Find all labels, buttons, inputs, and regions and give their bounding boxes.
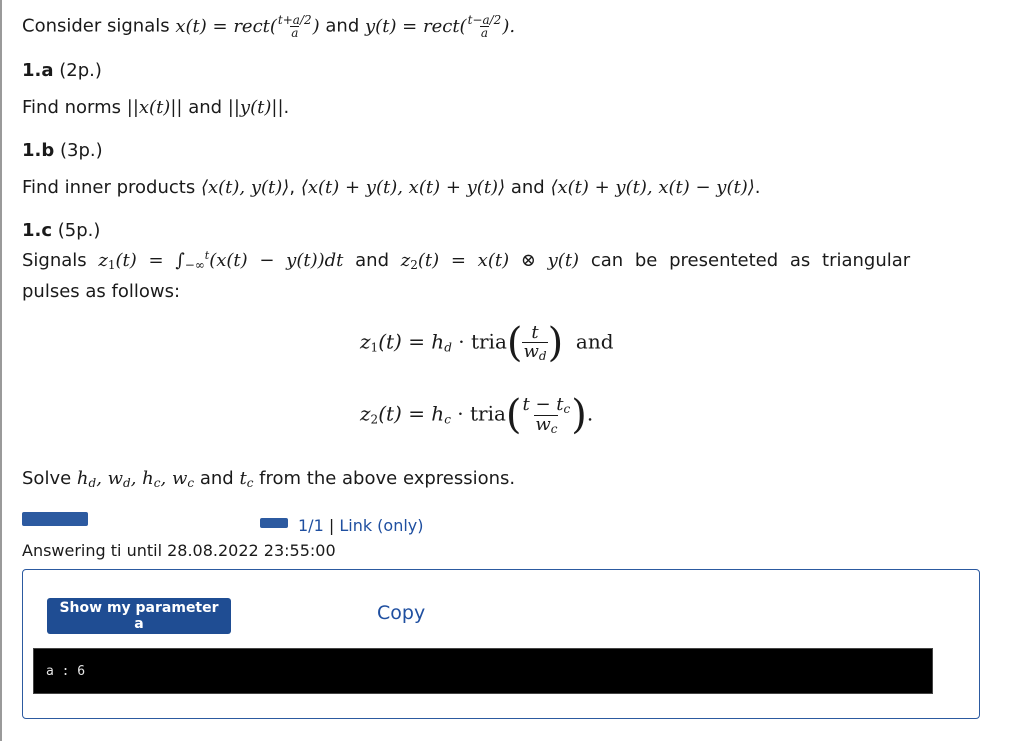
redacted-bar <box>22 512 88 526</box>
equation-z2: $z_2(t) = h_c$ · tria( $\frac{t - t_c}{w_c}$ ). <box>360 392 594 438</box>
page-count: 1/1 <box>298 516 324 535</box>
left-border <box>0 0 2 741</box>
redacted-bar-small <box>260 518 288 528</box>
show-parameter-button[interactable]: Show my parameter a <box>47 598 231 634</box>
question-1b-heading: 1.b (3p.) <box>22 140 103 161</box>
link-row: 1/1 | Link (only) <box>298 516 424 535</box>
question-1c-heading: 1.c (5p.) <box>22 220 101 241</box>
answering-deadline: Answering ti until 28.08.2022 23:55:00 <box>22 541 336 560</box>
question-1a-text: Find norms ||x(t)|| and ||y(t)||. <box>22 97 290 118</box>
question-1c-text: Signals $z_1(t) = \int_{-\infty}^t(x(t) - y(t))dt$ and $z_2(t) = x(t)$ ⊗ y(t) can be presenteted as triangular <box>22 249 911 272</box>
parameter-panel <box>22 569 980 719</box>
intro-line: Consider signals x(t) = rect( $\frac{t+a/2}{a}$ ) and y(t) = rect( $\frac{t-a/2}{a}$ ). <box>22 13 516 40</box>
link-only[interactable]: Link (only) <box>339 516 424 535</box>
y-definition: y(t) = rect( $\frac{t-a/2}{a}$ ). <box>365 13 516 40</box>
question-1c-text-line2: pulses as follows: <box>22 281 181 302</box>
copy-link[interactable]: Copy <box>377 602 426 624</box>
question-1a-heading: 1.a (2p.) <box>22 60 102 81</box>
equation-z1: $z_1(t) = h_d$ · tria( $\frac{t}{w_d}$ ) and <box>360 320 614 366</box>
parameter-output: a : 6 <box>33 648 933 694</box>
solve-instruction: Solve $h_d$, $w_d$, $h_c$, $w_c$ and $t_c$ from the above expressions. <box>22 468 516 490</box>
question-1b-text: Find inner products ⟨x(t), y(t)⟩, ⟨x(t) + y(t), x(t) + y(t)⟩ and ⟨x(t) + y(t), x(t) − y(t)⟩. <box>22 177 761 198</box>
x-definition: x(t) = rect( $\frac{t+a/2}{a}$ ) <box>175 13 320 40</box>
